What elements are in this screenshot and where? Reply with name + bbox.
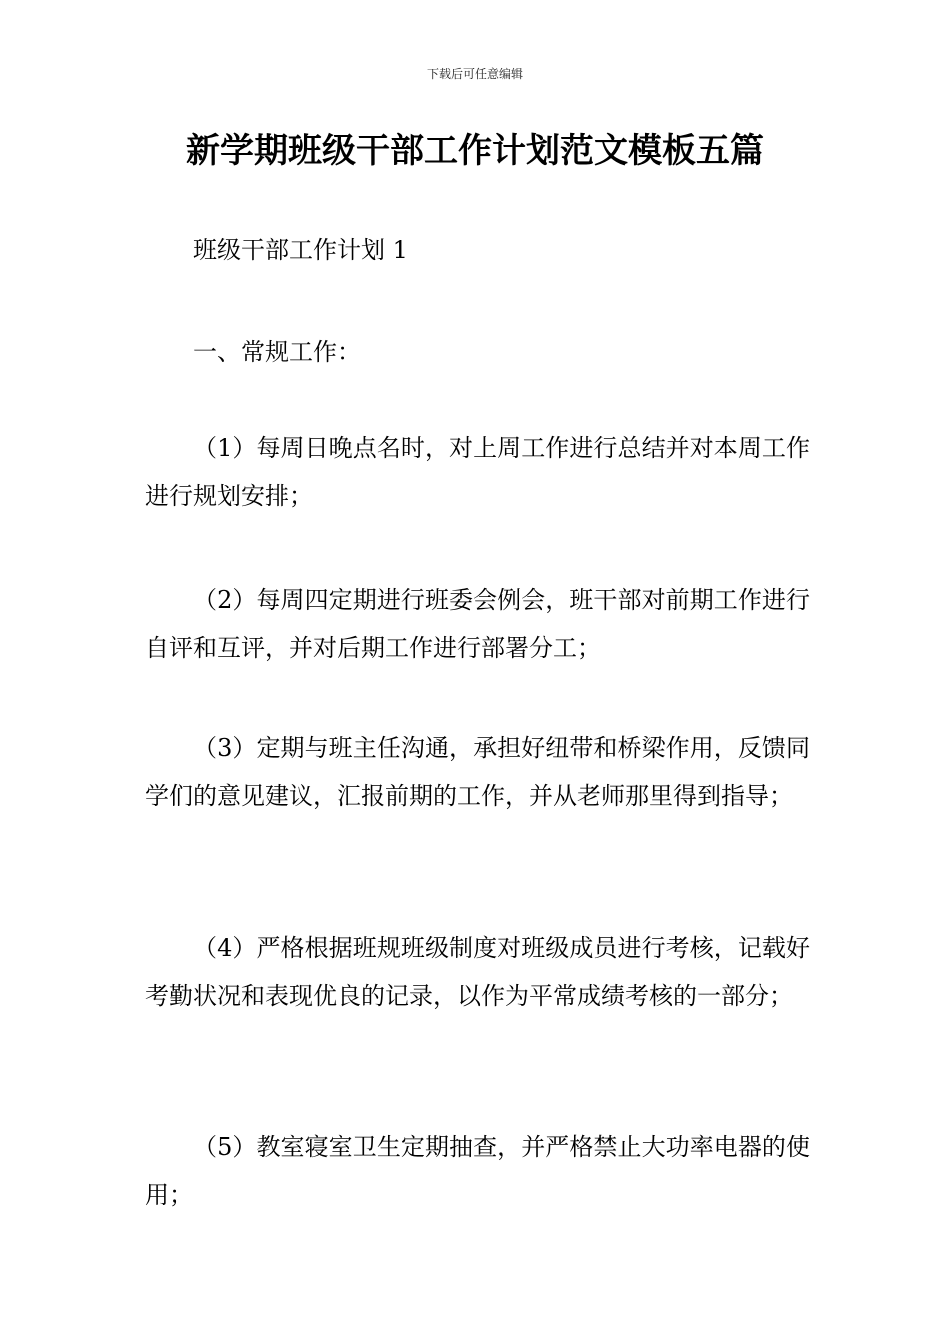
paragraph-item: （1）每周日晚点名时，对上周工作进行总结并对本周工作进行规划安排； (145, 434, 810, 510)
paragraph-item: （4）严格根据班规班级制度对班级成员进行考核，记载好考勤状况和表现优良的记录，以作为平常成绩考核的一部分； (145, 934, 810, 1010)
paragraph-item: （2）每周四定期进行班委会例会，班干部对前期工作进行自评和互评，并对后期工作进行部署分工； (145, 586, 810, 662)
section-heading: 一、常规工作： (193, 338, 361, 366)
paragraph-item: （5）教室寝室卫生定期抽查，并严格禁止大功率电器的使用； (145, 1133, 810, 1209)
header-note: 下载后可任意编辑 (426, 67, 523, 81)
paragraph-item: （3）定期与班主任沟通，承担好纽带和桥梁作用，反馈同学们的意见建议，汇报前期的工作，并从老师那里得到指导； (145, 734, 810, 810)
document-title: 新学期班级干部工作计划范文模板五篇 (186, 131, 764, 171)
plan-subtitle: 班级干部工作计划 1 (193, 236, 408, 264)
